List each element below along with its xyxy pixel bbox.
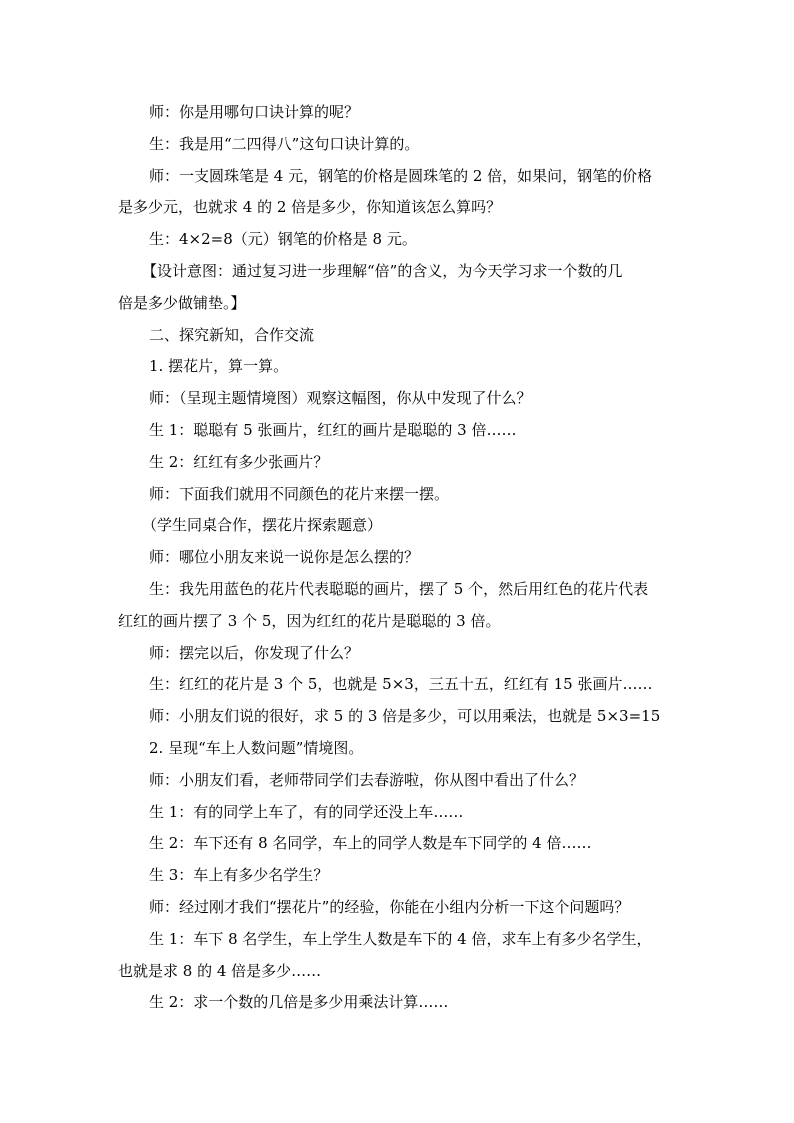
- text-line: 师：（呈现主题情境图）观察这幅图，你从中发现了什么？: [149, 389, 532, 408]
- text-line: 倍是多少做铺垫。】: [118, 293, 246, 312]
- text-line: 也就是求 8 的 4 倍是多少……: [118, 961, 322, 980]
- text-line: 师：小朋友们说的很好，求 5 的 3 倍是多少，可以用乘法，也就是 5×3=15: [149, 707, 661, 726]
- text-line: 师：摆完以后，你发现了什么？: [149, 643, 360, 662]
- text-line: 生 3：车上有多少名学生？: [149, 866, 329, 885]
- text-line: 生：4×2=8（元）钢笔的价格是 8 元。: [149, 230, 417, 249]
- text-line: 生 2：红红有多少张画片？: [149, 452, 329, 471]
- text-line: 师：一支圆珠笔是 4 元，钢笔的价格是圆珠笔的 2 倍，如果问，钢笔的价格: [149, 166, 653, 185]
- text-line: 师：小朋友们看，老师带同学们去春游啦，你从图中看出了什么？: [149, 770, 585, 789]
- text-line: 生：红红的花片是 3 个 5，也就是 5×3，三五十五，红红有 15 张画片……: [149, 675, 653, 694]
- text-line: 生 2：车下还有 8 名同学，车上的同学人数是车下同学的 4 倍……: [149, 834, 592, 853]
- text-line: 生 1：车下 8 名学生，车上学生人数是车下的 4 倍，求车上有多少名学生，: [149, 929, 652, 948]
- subsection-heading: 2. 呈现“车上人数问题”情境图。: [149, 738, 364, 757]
- subsection-heading: 1. 摆花片，算一算。: [149, 357, 289, 376]
- text-line: 师：你是用哪句口诀计算的呢？: [149, 103, 360, 121]
- text-line: 生：我先用蓝色的花片代表聪聪的画片，摆了 5 个，然后用红色的花片代表: [149, 579, 649, 598]
- text-line: 生 1：聪聪有 5 张画片，红红的画片是聪聪的 3 倍……: [149, 420, 517, 439]
- text-line: （学生同桌合作，摆花片探索题意）: [142, 516, 383, 535]
- text-line: 师：经过刚才我们“摆花片”的经验，你能在小组内分析一下这个问题吗？: [149, 897, 630, 916]
- text-line: 生：我是用“二四得八”这句口诀计算的。: [149, 134, 420, 153]
- text-line: 【设计意图：通过复习进一步理解“倍”的含义，为今天学习求一个数的几: [142, 261, 623, 280]
- text-line: 红红的画片摆了 3 个 5，因为红红的花片是聪聪的 3 倍。: [118, 611, 501, 630]
- text-line: 生 2：求一个数的几倍是多少用乘法计算……: [149, 993, 449, 1012]
- text-line: 师：哪位小朋友来说一说你是怎么摆的？: [149, 548, 420, 567]
- text-line: 师：下面我们就用不同颜色的花片来摆一摆。: [149, 484, 450, 503]
- text-line: 生 1：有的同学上车了，有的同学还没上车……: [149, 802, 464, 821]
- section-heading: 二、探究新知，合作交流: [149, 325, 315, 344]
- text-line: 是多少元，也就求 4 的 2 倍是多少，你知道该怎么算吗？: [118, 198, 502, 217]
- document-body: [118, 97, 678, 1019]
